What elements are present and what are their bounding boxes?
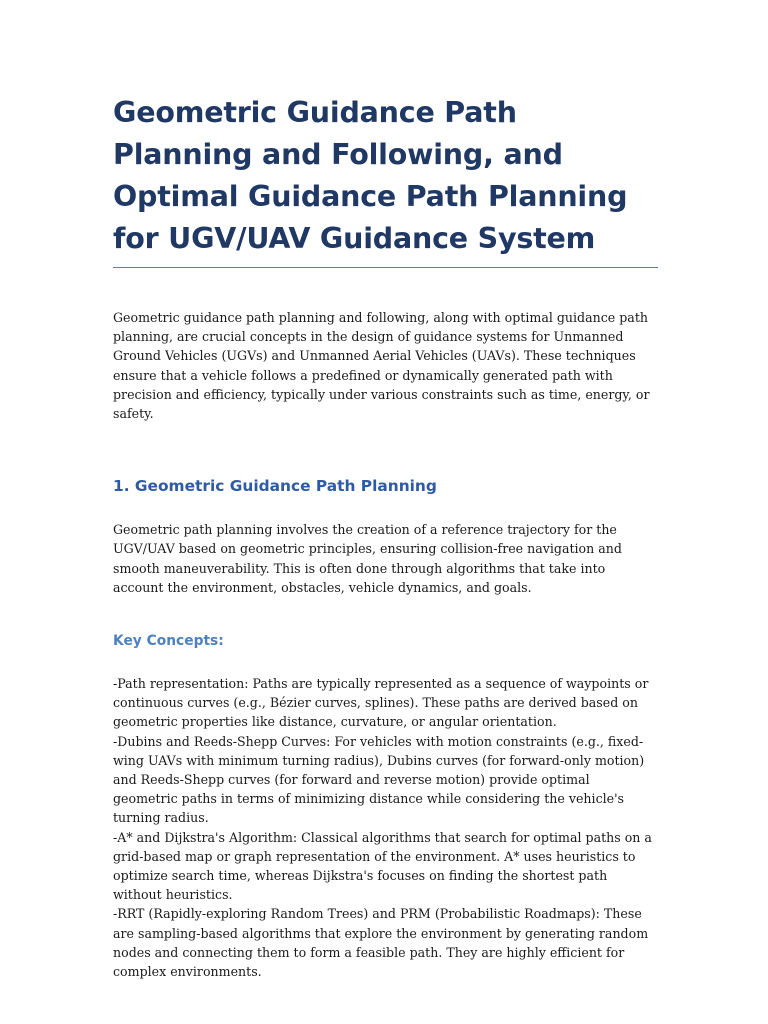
key-concepts-heading: Key Concepts:: [113, 633, 224, 650]
concept-item: -Dubins and Reeds-Shepp Curves: For vehicles with motion constraints (e.g., fixed-wing UAVs with minimum turning radius), Dubins curves (for forward-only motion) and Reeds-Shepp curves (for forward and reverse motion) provide optimal geometric paths in terms of minimizing distance while considering the vehicle's turning radius.: [113, 733, 645, 826]
concept-item: -RRT (Rapidly-exploring Random Trees) and PRM (Probabilistic Roadmaps): These are sampling-based algorithms that explore the environment by generating random nodes and connecting them to form a feasible path. They are highly efficient for complex environments.: [113, 906, 649, 980]
document-page: [113, 92, 658, 981]
section-1-heading: 1. Geometric Guidance Path Planning: [113, 477, 437, 496]
section-1-body: Geometric path planning involves the creation of a reference trajectory for the UGV/UAV based on geometric principles, ensuring collision-free navigation and smooth maneuverability. This is often done through algorithms that take into account the environment, obstacles, vehicle dynamics, and goals.: [113, 522, 622, 595]
concept-item: -Path representation: Paths are typically represented as a sequence of waypoints or continuous curves (e.g., Bézier curves, splines). These paths are derived based on geometric properties like distance, curvature, or angular orientation.: [113, 676, 649, 730]
intro-paragraph: Geometric guidance path planning and following, along with optimal guidance path planning, are crucial concepts in the design of guidance systems for Unmanned Ground Vehicles (UGVs) and Unmanned Aerial Vehicles (UAVs). These techniques ensure that a vehicle follows a predefined or dynamically generated path with precision and efficiency, typically under various constraints such as time, energy, or safety.: [113, 310, 650, 422]
concept-item: -A* and Dijkstra's Algorithm: Classical algorithms that search for optimal paths on a grid-based map or graph representation of the environment. A* uses heuristics to optimize search time, whereas Dijkstra's focuses on finding the shortest path without heuristics.: [113, 829, 652, 903]
document-title: Geometric Guidance Path Planning and Following, and Optimal Guidance Path Planning for UGV/UAV Guidance System: [113, 92, 658, 268]
key-concepts-list: [113, 674, 658, 981]
